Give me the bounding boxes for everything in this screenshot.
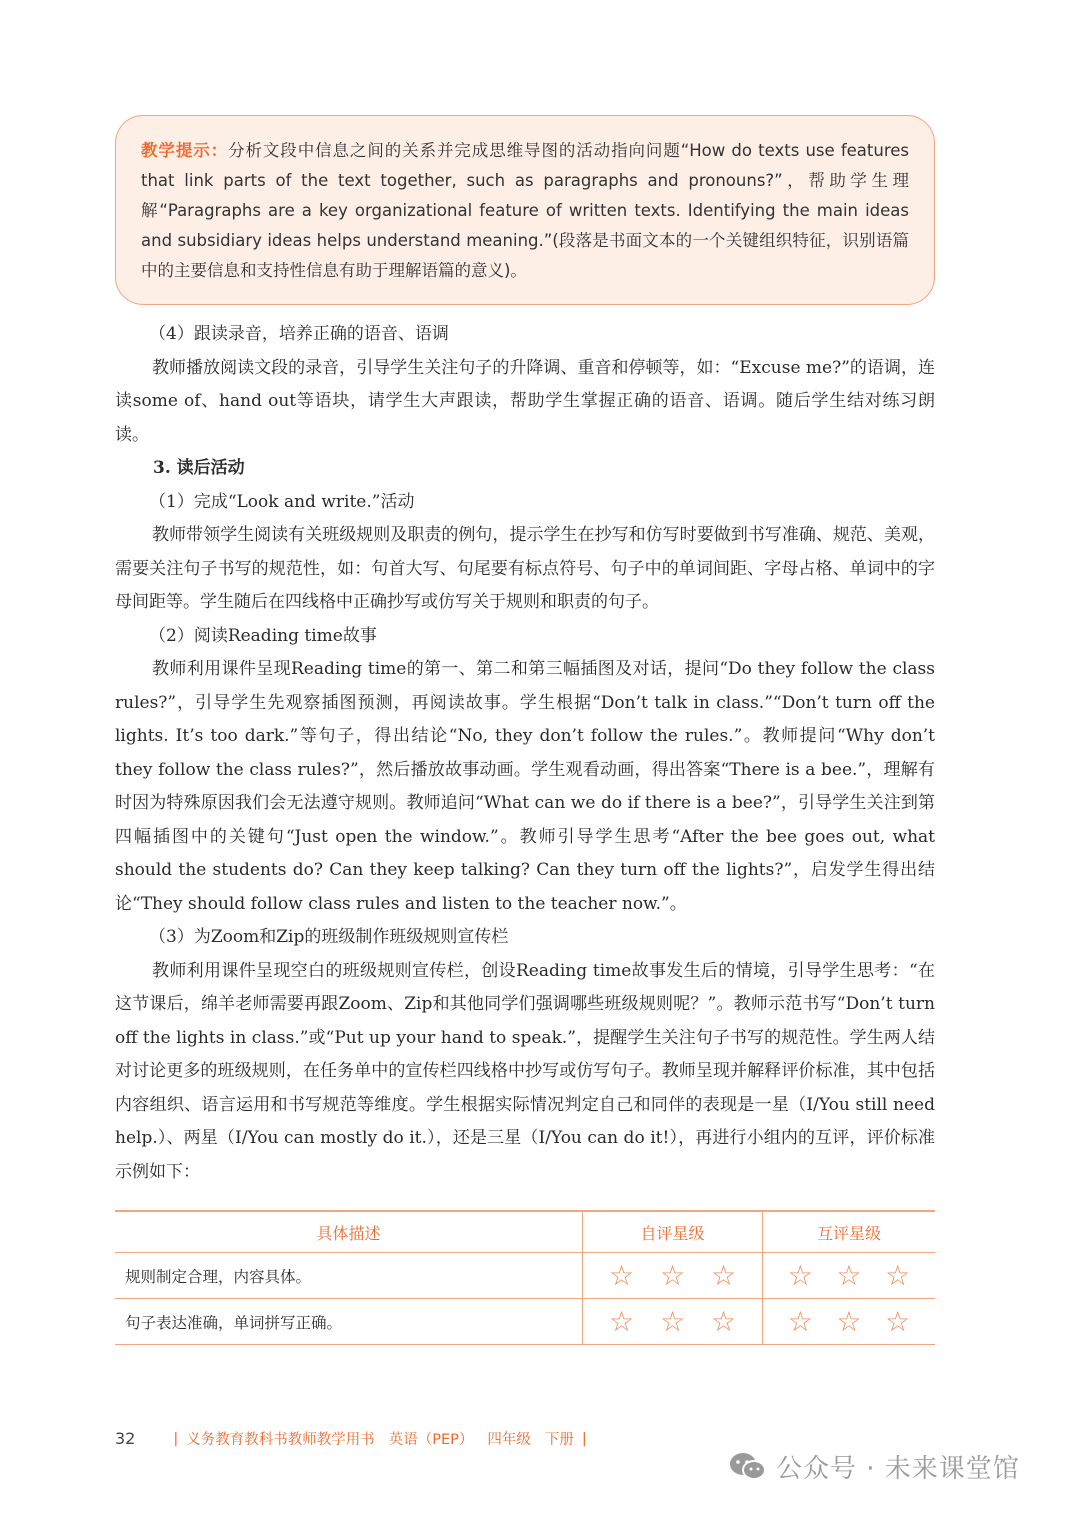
footer-subject: 英语（PEP） xyxy=(388,1432,474,1448)
table-row xyxy=(115,1299,935,1345)
footer-separator-left: | xyxy=(173,1430,179,1447)
star-icon[interactable]: ☆ xyxy=(608,1258,635,1292)
subsection-3-paragraph: 教师利用课件呈现空白的班级规则宣传栏，创设Reading time故事发生后的情境，引导学生思考：“在这节课后，绵羊老师需要再跟Zoom、Zip和其他同学们强调哪些班级规则呢？”。教师示范书写“Don’t turn off the lights in class.”或“Put up your hand to speak.”，提醒学生关注句子书写的规范性。学生两人结对讨论更多的班级规则，在任务单中的宣传栏四线格中抄写或仿写句子。教师呈现并解释评价标准，其中包括内容组织、语言运用和书写规范等维度。学生根据实际情况判定自己和同伴的表现是一星（I/You still need help.）、两星（I/You can mostly do it.），还是三星（I/You can do it!），再进行小组内的互评，评价标准示例如下： xyxy=(115,960,935,1182)
footer-separator-right: | xyxy=(581,1430,587,1447)
star-icon[interactable]: ☆ xyxy=(836,1258,862,1292)
star-icon[interactable]: ☆ xyxy=(659,1304,686,1338)
tip-text: 分析文段中信息之间的关系并完成思维导图的活动指向问题“How do texts use features that link parts of the text together, such as paragraphs and pronouns?”，帮助学生理解“Paragraphs are a key organizational feature of written texts. Identifying the main ideas and subsidiary ideas helps understand meaning.”(段落是书面文本的一个关键组织特征，识别语篇中的主要信息和支持性信息有助于理解语篇的意义)。 xyxy=(141,141,909,280)
peer-rating-stars xyxy=(764,1258,934,1292)
header-self-rating: 自评星级 xyxy=(583,1211,763,1253)
subsection-1-paragraph: 教师带领学生阅读有关班级规则及职责的例句，提示学生在抄写和仿写时要做到书写准确、规范、美观，需要关注句子书写的规范性，如：句首大写、句尾要有标点符号、句子中的单词间距、字母占格、单词中的字母间距等。学生随后在四线格中正确抄写或仿写关于规则和职责的句子。 xyxy=(115,525,935,612)
footer-volume: 下册 xyxy=(544,1432,574,1448)
main-body xyxy=(115,318,935,1189)
star-icon[interactable]: ☆ xyxy=(608,1304,635,1338)
star-icon[interactable]: ☆ xyxy=(836,1304,862,1338)
subsection-4-title: （4）跟读录音，培养正确的语音、语调 xyxy=(149,324,449,344)
subsection-4-paragraph: 教师播放阅读文段的录音，引导学生关注句子的升降调、重音和停顿等，如：“Excuse me?”的语调，连读some of、hand out等语块，请学生大声跟读，帮助学生掌握正确的语音、语调。随后学生结对练习朗读。 xyxy=(115,357,935,445)
table-row xyxy=(115,1253,935,1299)
self-rating-stars xyxy=(584,1258,761,1292)
subsection-1-title: （1）完成“Look and write.”活动 xyxy=(149,491,415,512)
peer-rating-cell xyxy=(763,1253,936,1299)
section-3-title: 3. 读后活动 xyxy=(153,458,245,478)
rubric-header-row xyxy=(115,1211,935,1253)
row-description: 句子表达准确，单词拼写正确。 xyxy=(115,1299,583,1345)
star-icon[interactable]: ☆ xyxy=(710,1258,737,1292)
star-icon[interactable]: ☆ xyxy=(885,1304,911,1338)
star-icon[interactable]: ☆ xyxy=(710,1304,737,1338)
peer-rating-stars xyxy=(764,1304,934,1338)
star-icon[interactable]: ☆ xyxy=(787,1304,813,1338)
header-peer-rating: 互评星级 xyxy=(763,1211,936,1253)
tip-label: 教学提示： xyxy=(141,141,229,160)
star-icon[interactable]: ☆ xyxy=(787,1258,813,1292)
evaluation-rubric-table xyxy=(115,1210,935,1345)
self-rating-cell xyxy=(583,1253,763,1299)
teaching-tip-box xyxy=(115,115,935,305)
row-description: 规则制定合理，内容具体。 xyxy=(115,1253,583,1299)
star-icon[interactable]: ☆ xyxy=(885,1258,911,1292)
wechat-icon xyxy=(728,1451,768,1483)
self-rating-stars xyxy=(584,1304,761,1338)
subsection-2-title: （2）阅读Reading time故事 xyxy=(149,625,377,646)
subsection-3-title: （3）为Zoom和Zip的班级制作班级规则宣传栏 xyxy=(149,927,509,947)
page-footer xyxy=(115,1428,935,1449)
footer-grade: 四年级 xyxy=(487,1432,531,1448)
peer-rating-cell xyxy=(763,1299,936,1345)
self-rating-cell xyxy=(583,1299,763,1345)
header-description: 具体描述 xyxy=(115,1211,583,1253)
watermark xyxy=(728,1448,1020,1485)
page-number: 32 xyxy=(115,1429,136,1448)
footer-book-title: 义务教育教科书教师教学用书 xyxy=(186,1432,375,1448)
watermark-text: 公众号 · 未来课堂馆 xyxy=(776,1454,1020,1484)
subsection-2-paragraph: 教师利用课件呈现Reading time的第一、第二和第三幅插图及对话，提问“Do they follow the class rules?”，引导学生先观察插图预测，再阅读故事。学生根据“Don’t talk in class.”“Don’t turn off the lights. It’s too dark.”等句子，得出结论“No, they don’t follow the rules.”。教师提问“Why don’t they follow the class rules?”，然后播放故事动画。学生观看动画，得出答案“There is a bee.”，理解有时因为特殊原因我们会无法遵守规则。教师追问“What can we do if there is a bee?”，引导学生关注到第四幅插图中的关键句“Just open the window.”。教师引导学生思考“After the bee goes out, what should the students do? Can they keep talking? Can they turn off the lights?”，启发学生得出结论“They should follow class rules and listen to the teacher now.”。 xyxy=(115,659,935,914)
star-icon[interactable]: ☆ xyxy=(659,1258,686,1292)
